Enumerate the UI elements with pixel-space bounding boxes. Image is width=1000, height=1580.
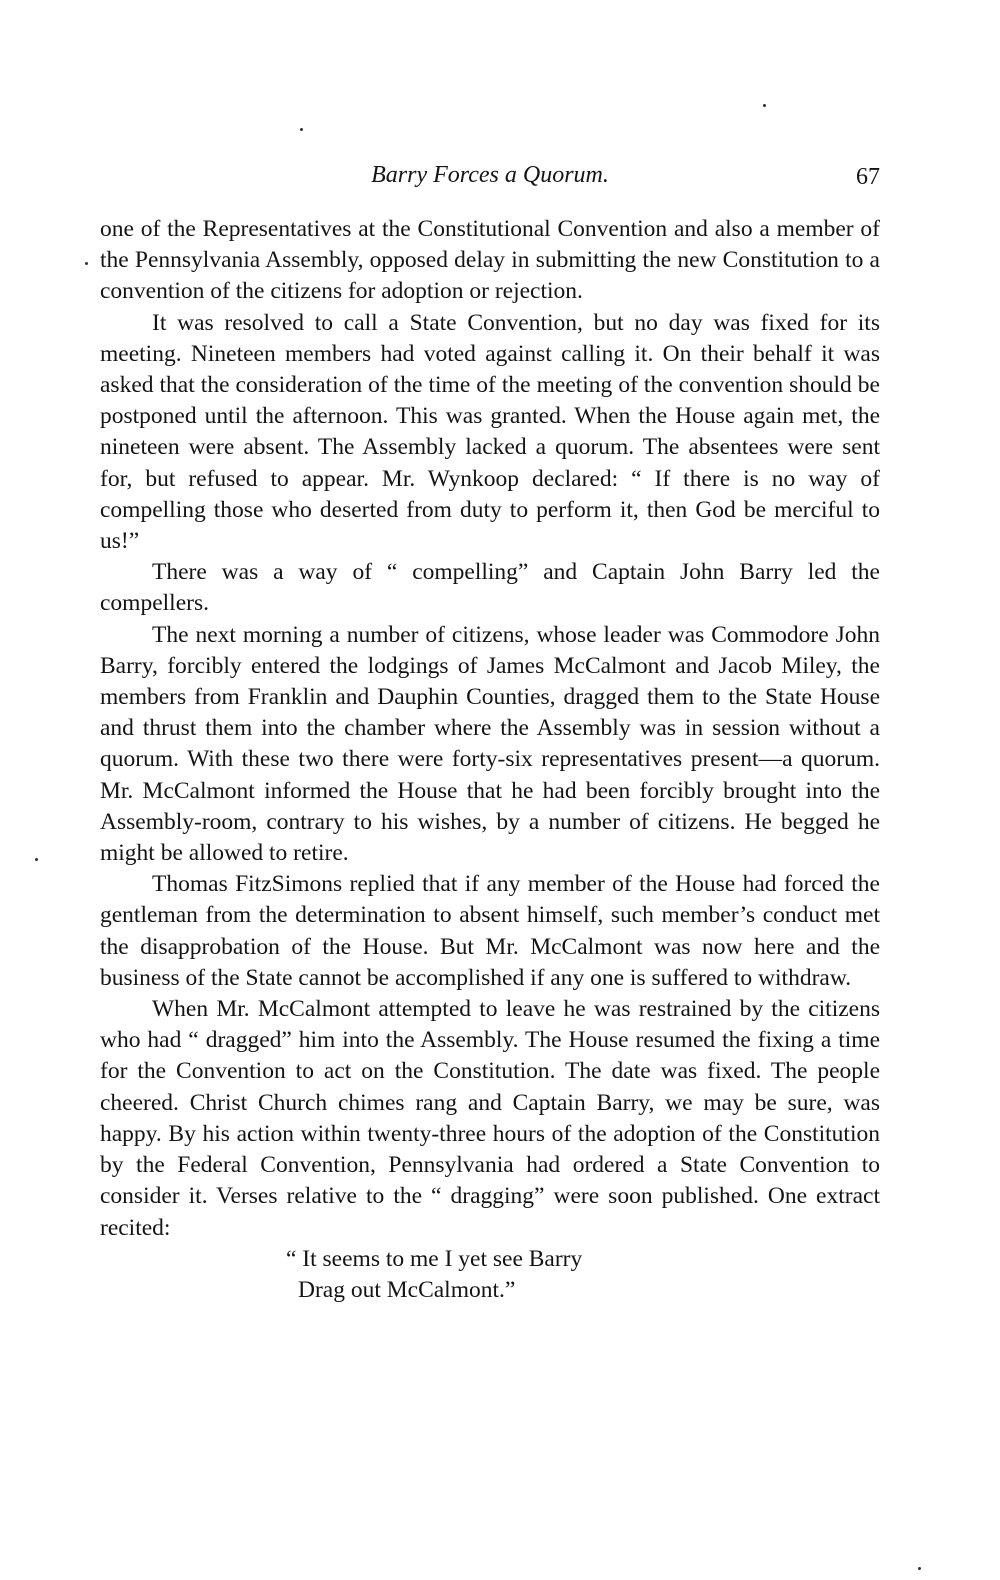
paragraph-5: Thomas FitzSimons replied that if any member of the House had forced the gentleman from the determination to absent himself, such member’s conduct met the disapprobation of the House. But Mr. McCalmont was now here and the business of the State cannot be accomplished if any one is suffered to withdraw.: [100, 871, 880, 991]
paragraph-4: The next morning a number of citizens, whose leader was Commodore John Barry, forcibly entered the lodgings of James McCalmont and Jacob Miley, the members from Franklin and Dauphin Counties, dragged them to the State House and thrust them into the chamber where the Assembly was in session without a quorum. With these two there were forty-six representatives present—a quorum. Mr. McCalmont informed the House that he had been forcibly brought into the Assembly-room, contrary to his wishes, by a number of citizens. He begged he might be allowed to retire.: [100, 621, 880, 867]
scan-speck: [85, 262, 88, 265]
page-number: 67: [856, 164, 880, 190]
paragraph-2: It was resolved to call a State Convention, but no day was fixed for its meeting. Nineteen members had voted against calling it. On their behalf it was asked that the consideration of the time of the meeting of the convention should be postponed until the afternoon. This was granted. When the House again met, the nineteen were absent. The Assembly lacked a quorum. The absentees were sent for, but refused to appear. Mr. Wynkoop declared: “ If there is no way of compelling those who deserted from duty to perform it, then God be merciful to us!”: [100, 309, 880, 555]
paragraph-3: There was a way of “ compelling” and Captain John Barry led the compellers.: [100, 559, 880, 617]
verse-line-1: “ It seems to me I yet see Barry: [286, 1245, 583, 1272]
verse-quote: [100, 1244, 880, 1306]
paragraph-6: When Mr. McCalmont attempted to leave he was restrained by the citizens who had “ dragged” him into the Assembly. The House resumed the fixing a time for the Convention to act on the Constitution. The date was fixed. The people cheered. Christ Church chimes rang and Captain Barry, we may be sure, was happy. By his action within twenty-three hours of the adoption of the Constitution by the Federal Convention, Pennsylvania had ordered a State Convention to consider it. Verses relative to the “ dragging” were soon published. One extract recited:: [100, 996, 880, 1241]
running-head: [100, 162, 880, 196]
scan-speck: [300, 128, 303, 131]
body-text: [100, 214, 880, 1306]
running-title: Barry Forces a Quorum.: [371, 162, 609, 188]
scan-speck: [763, 104, 766, 107]
scan-speck: [35, 858, 38, 861]
verse-line-2: Drag out McCalmont.”: [298, 1276, 516, 1303]
scan-speck: [918, 1567, 921, 1570]
paragraph-1: one of the Representatives at the Constitutional Convention and also a member of the Pennsylvania Assembly, opposed delay in submitting the new Constitution to a convention of the citizens for adoption or rejection.: [100, 216, 880, 305]
